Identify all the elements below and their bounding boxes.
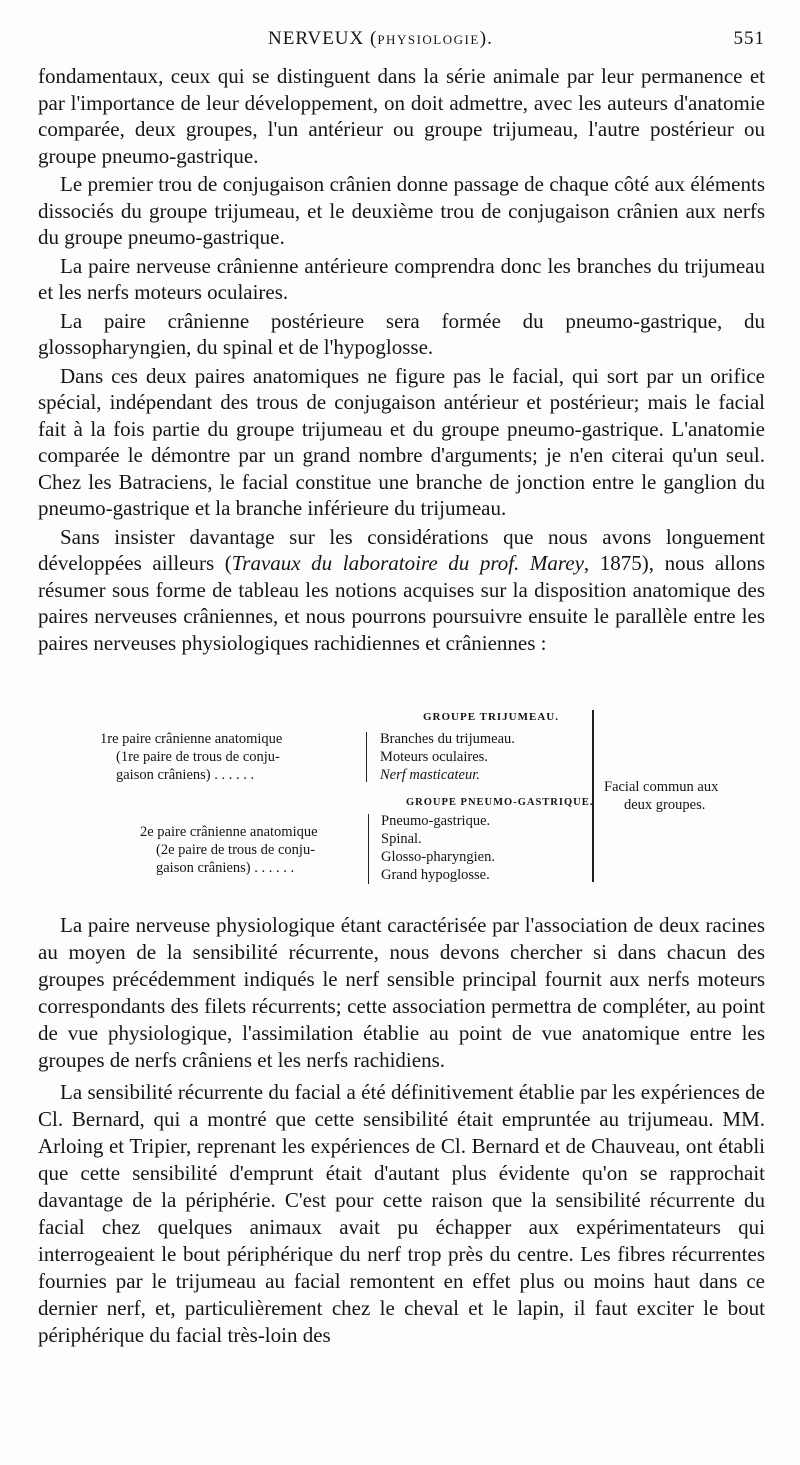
running-header [38, 28, 765, 58]
group1-item-2: Moteurs oculaires. [380, 749, 488, 765]
group1-item-1: Branches du trijumeau. [380, 731, 515, 747]
paragraph-7: La paire nerveuse physiologique étant caractérisée par l'association de deux racines au moyen de la sensibilité récurrente, nous devons chercher si dans chacun des groupes précédemment indiqués le nerf sensible principal fournit aux nerfs moteurs correspondants des filets récurrents; cette association permettra de compléter, au point de vue physiologique, l'assimilation établie au point de vue anatomique entre les groupes de nerfs crâniens et les nerfs rachidiens. [38, 913, 765, 1072]
group1-heading: GROUPE TRIJUMEAU. [423, 711, 559, 723]
running-title-end: ). [479, 28, 493, 49]
pair1-line-1: 1re paire crânienne anatomique [100, 731, 283, 747]
citation-title: Travaux du laboratoire du prof. Marey [231, 551, 584, 575]
paragraph-6-part-1: Sans insister davantage sur les considérations que nous avons longuement développées ailleurs ( [38, 524, 765, 575]
group1-item-3: Nerf masticateur. [380, 767, 480, 783]
group2-item-2: Spinal. [381, 831, 422, 847]
group2-item-3: Glosso-pharyngien. [381, 849, 495, 865]
facial-line-2: deux groupes. [624, 797, 706, 813]
body-text-bottom [38, 912, 765, 1349]
nerve-groups-table [100, 708, 765, 888]
paragraph-3: La paire nerveuse crânienne antérieure comprendra donc les branches du trijumeau et les nerfs moteurs oculaires. [38, 253, 765, 304]
pair2-line-1: 2e paire crânienne anatomique [140, 824, 318, 840]
group2-heading: GROUPE PNEUMO-GASTRIQUE. [406, 797, 594, 808]
pair2-line-3: gaison crâniens) . . . . . . [156, 860, 295, 876]
group2-item-4: Grand hypoglosse. [381, 867, 490, 883]
pair1-line-2: (1re paire de trous de conju- [116, 749, 280, 765]
paragraph-4: La paire crânienne postérieure sera formée du pneumo-gastrique, du glossopharyngien, du spinal et de l'hypoglosse. [38, 308, 765, 359]
page-number: 551 [733, 28, 765, 49]
group2-brace [368, 814, 369, 884]
body-text-top [38, 63, 765, 656]
paragraph-1: fondamentaux, ceux qui se distinguent dans la série animale par leur permanence et par l'importance de leur développement, on doit admettre, avec les auteurs d'anatomie comparée, deux groupes, l'un antérieur ou groupe trijumeau, l'autre postérieur ou groupe pneumo-gastrique. [38, 64, 765, 168]
paragraph-8: La sensibilité récurrente du facial a été définitivement établie par les expériences de Cl. Bernard, qui a montré que cette sensibilité était empruntée au trijumeau. MM. Arloing et Tripier, reprenant les expériences de Cl. Bernard et de Chauveau, ont établi que cette sensibilité d'emprunt était d'autant plus évidente qu'on se rapprochait davantage de la périphérie. C'est pour cette raison que la sensibilité récurrente du facial chez quelques animaux avait pu échapper aux expérimentateurs qui interrogeaient le bout périphérique du nerf trop près du centre. Les fibres récurrentes fournies par le trijumeau au facial remontent en effet plus ou moins haut dans ce dernier nerf, et, particulièrement chez le cheval et le lapin, il faut exciter le bout périphérique du facial très-loin des [38, 1080, 765, 1347]
running-title-main: NERVEUX ( [268, 28, 378, 49]
paragraph-2: Le premier trou de conjugaison crânien donne passage de chaque côté aux éléments dissociés du groupe trijumeau, et le deuxième trou de conjugaison crânien aux nerfs du groupe pneumo-gastrique. [38, 172, 765, 249]
facial-brace [592, 710, 594, 882]
paragraph-5: Dans ces deux paires anatomiques ne figure pas le facial, qui sort par un orifice spécial, indépendant des trous de conjugaison antérieur et postérieur; mais le facial fait à la fois partie du groupe trijumeau et du groupe pneumo-gastrique. L'anatomie comparée le démontre par un grand nombre d'arguments; je n'en citerai qu'un seul. Chez les Batraciens, le facial constitue une branche de jonction entre le ganglion du pneumo-gastrique et la branche inférieure du trijumeau. [38, 363, 765, 520]
pair1-line-3: gaison crâniens) . . . . . . [116, 767, 255, 783]
running-title-subject: PHYSIOLOGIE [377, 32, 480, 47]
facial-line-1: Facial commun aux [604, 779, 719, 795]
group1-brace [366, 732, 367, 782]
paragraph-6-part-2: , 1875), nous allons résumer sous forme de tableau les notions acquises sur la disposition anatomique des paires nerveuses crâniennes, et nous pourrons poursuivre ensuite le parallèle entre les paires nerveuses physiologiques rachidiennes et crâniennes : [38, 551, 766, 655]
paragraph-6 [38, 524, 765, 657]
running-title [268, 28, 493, 50]
pair2-line-2: (2e paire de trous de conju- [156, 842, 316, 858]
group2-item-1: Pneumo-gastrique. [381, 813, 491, 829]
